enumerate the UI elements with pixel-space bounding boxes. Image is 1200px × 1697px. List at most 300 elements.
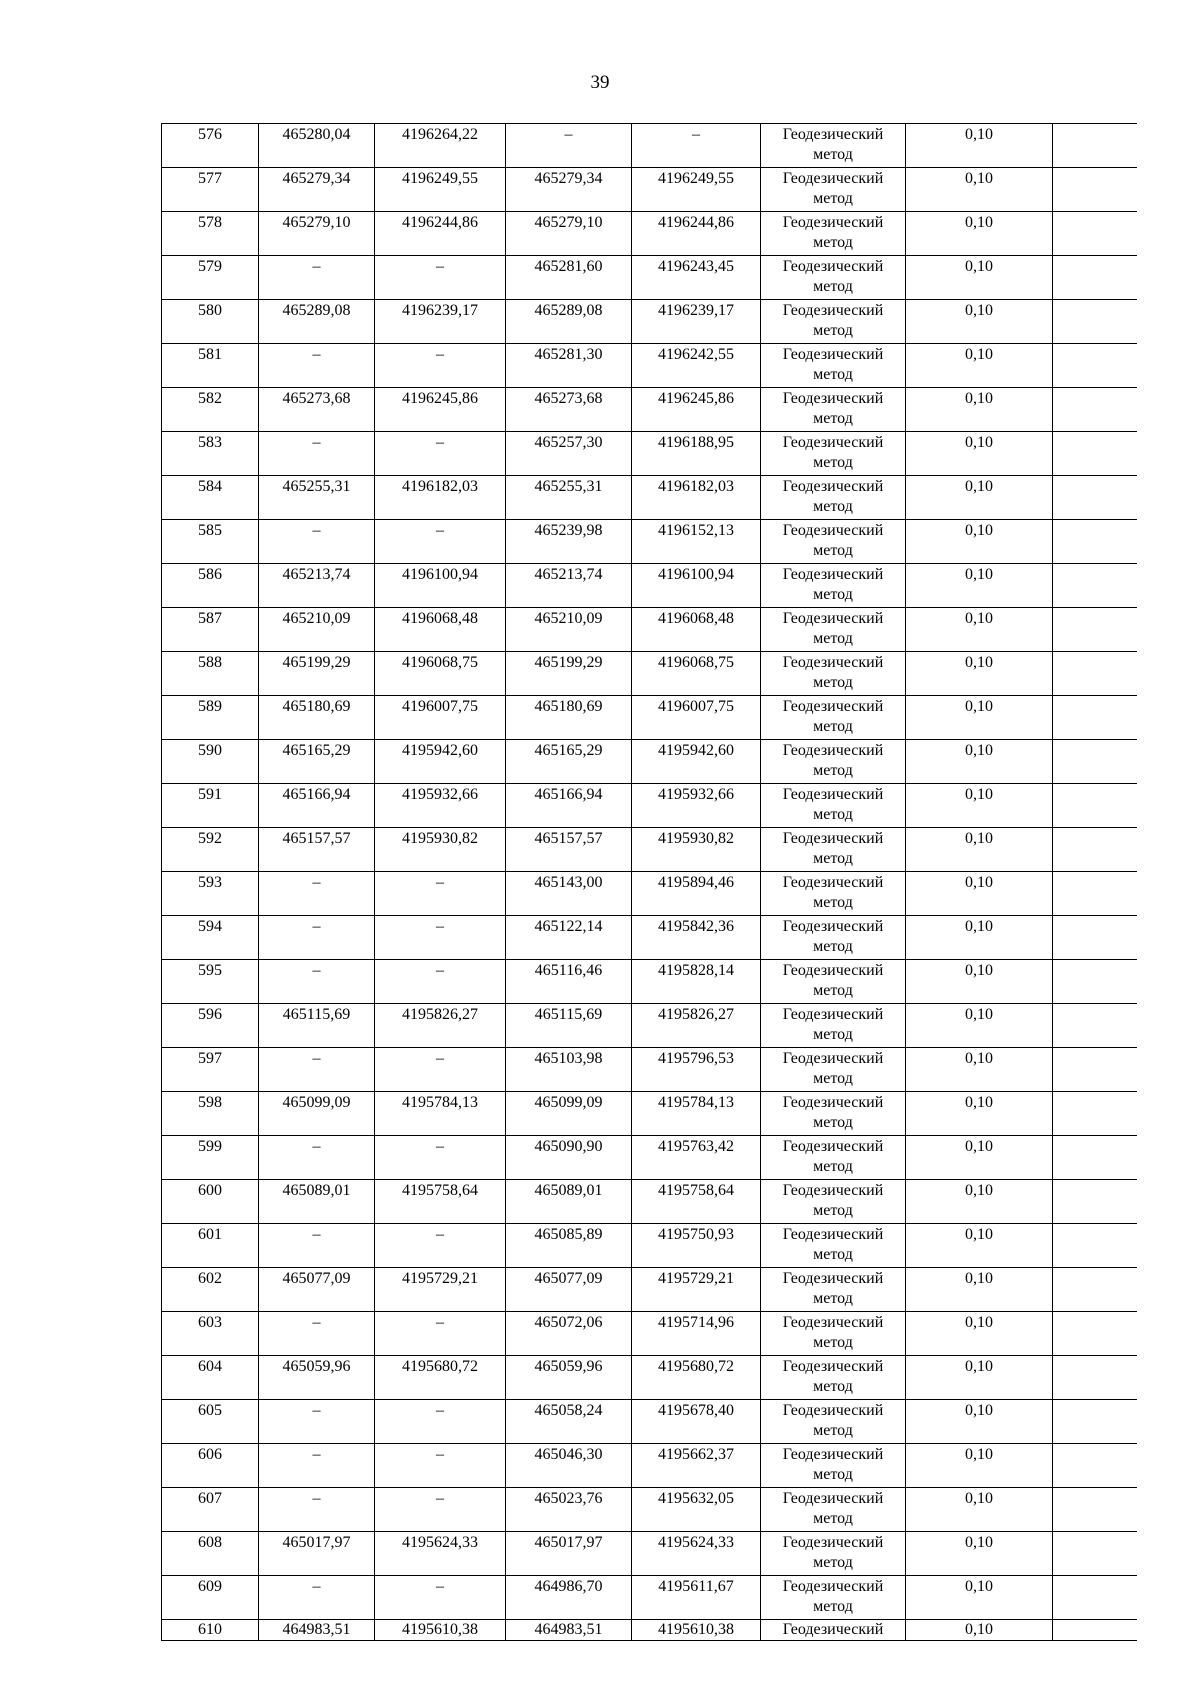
point-number-cell: 603 — [162, 1312, 259, 1356]
new-y-cell: 4195729,21 — [632, 1268, 761, 1312]
new-x-cell: 465210,09 — [506, 608, 632, 652]
method-cell: Геодезический метод — [761, 652, 906, 696]
extra-cell — [1053, 608, 1137, 652]
new-x-cell: 465085,89 — [506, 1224, 632, 1268]
extra-cell — [1053, 740, 1137, 784]
new-y-cell: 4195826,27 — [632, 1004, 761, 1048]
point-number-cell: 589 — [162, 696, 259, 740]
table-row — [162, 1004, 1137, 1048]
existing-x-cell: – — [259, 916, 375, 960]
table-row — [162, 1268, 1137, 1312]
existing-y-cell: – — [375, 1312, 506, 1356]
new-x-cell: 465046,30 — [506, 1444, 632, 1488]
existing-x-cell: 465280,04 — [259, 124, 375, 168]
new-y-cell: 4195932,66 — [632, 784, 761, 828]
existing-x-cell: – — [259, 1136, 375, 1180]
new-y-cell: 4196152,13 — [632, 520, 761, 564]
table-row — [162, 960, 1137, 1004]
existing-y-cell: – — [375, 1488, 506, 1532]
extra-cell — [1053, 872, 1137, 916]
point-number-cell: 588 — [162, 652, 259, 696]
accuracy-cell: 0,10 — [906, 1136, 1053, 1180]
existing-y-cell: 4196182,03 — [375, 476, 506, 520]
point-number-cell: 576 — [162, 124, 259, 168]
extra-cell — [1053, 916, 1137, 960]
point-number-cell: 592 — [162, 828, 259, 872]
table-row — [162, 1048, 1137, 1092]
new-y-cell: 4195942,60 — [632, 740, 761, 784]
accuracy-cell: 0,10 — [906, 828, 1053, 872]
accuracy-cell: 0,10 — [906, 696, 1053, 740]
point-number-cell: 577 — [162, 168, 259, 212]
method-cell: Геодезический метод — [761, 828, 906, 872]
point-number-cell: 597 — [162, 1048, 259, 1092]
method-cell: Геодезический метод — [761, 608, 906, 652]
existing-x-cell: 465099,09 — [259, 1092, 375, 1136]
accuracy-cell: 0,10 — [906, 1180, 1053, 1224]
table-row — [162, 300, 1137, 344]
new-x-cell: – — [506, 124, 632, 168]
table-row — [162, 1136, 1137, 1180]
extra-cell — [1053, 1400, 1137, 1444]
method-cell: Геодезический метод — [761, 1400, 906, 1444]
new-y-cell: 4195930,82 — [632, 828, 761, 872]
method-cell: Геодезический метод — [761, 1356, 906, 1400]
table-row — [162, 740, 1137, 784]
new-x-cell: 465165,29 — [506, 740, 632, 784]
existing-y-cell: – — [375, 1136, 506, 1180]
existing-x-cell: – — [259, 1576, 375, 1620]
new-x-cell: 465090,90 — [506, 1136, 632, 1180]
extra-cell — [1053, 1312, 1137, 1356]
new-y-cell: 4195763,42 — [632, 1136, 761, 1180]
method-cell: Геодезический метод — [761, 300, 906, 344]
existing-x-cell: – — [259, 960, 375, 1004]
new-x-cell: 465281,60 — [506, 256, 632, 300]
extra-cell — [1053, 1532, 1137, 1576]
extra-cell — [1053, 256, 1137, 300]
new-y-cell: 4196239,17 — [632, 300, 761, 344]
new-x-cell: 465289,08 — [506, 300, 632, 344]
table-row — [162, 1444, 1137, 1488]
point-number-cell: 605 — [162, 1400, 259, 1444]
method-cell: Геодезический метод — [761, 1444, 906, 1488]
accuracy-cell: 0,10 — [906, 1092, 1053, 1136]
existing-y-cell: 4196249,55 — [375, 168, 506, 212]
method-cell: Геодезический метод — [761, 432, 906, 476]
existing-y-cell: 4196068,48 — [375, 608, 506, 652]
existing-y-cell: 4195932,66 — [375, 784, 506, 828]
accuracy-cell: 0,10 — [906, 1400, 1053, 1444]
extra-cell — [1053, 388, 1137, 432]
existing-x-cell: – — [259, 344, 375, 388]
table-row — [162, 1312, 1137, 1356]
accuracy-cell: 0,10 — [906, 476, 1053, 520]
table-row — [162, 608, 1137, 652]
existing-y-cell: – — [375, 916, 506, 960]
table-row — [162, 432, 1137, 476]
existing-y-cell: – — [375, 1224, 506, 1268]
point-number-cell: 581 — [162, 344, 259, 388]
accuracy-cell: 0,10 — [906, 124, 1053, 168]
new-x-cell: 465072,06 — [506, 1312, 632, 1356]
existing-x-cell: – — [259, 872, 375, 916]
table-row — [162, 256, 1137, 300]
extra-cell — [1053, 1576, 1137, 1620]
point-number-cell: 586 — [162, 564, 259, 608]
method-cell: Геодезический метод — [761, 784, 906, 828]
new-x-cell: 465257,30 — [506, 432, 632, 476]
extra-cell — [1053, 168, 1137, 212]
point-number-cell: 600 — [162, 1180, 259, 1224]
existing-x-cell: 465115,69 — [259, 1004, 375, 1048]
table-row — [162, 652, 1137, 696]
accuracy-cell: 0,10 — [906, 1532, 1053, 1576]
new-x-cell: 465281,30 — [506, 344, 632, 388]
accuracy-cell: 0,10 — [906, 740, 1053, 784]
new-y-cell: 4196068,75 — [632, 652, 761, 696]
new-x-cell: 465122,14 — [506, 916, 632, 960]
extra-cell — [1053, 696, 1137, 740]
extra-cell — [1053, 1488, 1137, 1532]
existing-x-cell: 465279,34 — [259, 168, 375, 212]
existing-x-cell: 465255,31 — [259, 476, 375, 520]
new-y-cell: 4195842,36 — [632, 916, 761, 960]
new-y-cell: 4196245,86 — [632, 388, 761, 432]
extra-cell — [1053, 1136, 1137, 1180]
extra-cell — [1053, 1048, 1137, 1092]
table-row — [162, 872, 1137, 916]
table-body — [162, 124, 1137, 1641]
point-number-cell: 606 — [162, 1444, 259, 1488]
table-row — [162, 696, 1137, 740]
new-x-cell: 465103,98 — [506, 1048, 632, 1092]
extra-cell — [1053, 828, 1137, 872]
existing-y-cell: 4195930,82 — [375, 828, 506, 872]
method-cell: Геодезический метод — [761, 1092, 906, 1136]
method-cell: Геодезический метод — [761, 344, 906, 388]
method-cell: Геодезический метод — [761, 696, 906, 740]
accuracy-cell: 0,10 — [906, 1004, 1053, 1048]
coordinates-table-wrapper — [161, 123, 1137, 1641]
existing-y-cell: 4196264,22 — [375, 124, 506, 168]
accuracy-cell: 0,10 — [906, 564, 1053, 608]
method-cell: Геодезический метод — [761, 1576, 906, 1620]
existing-y-cell: 4195758,64 — [375, 1180, 506, 1224]
new-x-cell: 465273,68 — [506, 388, 632, 432]
new-x-cell: 464983,51 — [506, 1620, 632, 1641]
table-row — [162, 1356, 1137, 1400]
existing-y-cell: – — [375, 344, 506, 388]
point-number-cell: 602 — [162, 1268, 259, 1312]
new-x-cell: 465279,10 — [506, 212, 632, 256]
table-row — [162, 564, 1137, 608]
existing-x-cell: 465089,01 — [259, 1180, 375, 1224]
existing-y-cell: 4195826,27 — [375, 1004, 506, 1048]
existing-y-cell: – — [375, 256, 506, 300]
new-x-cell: 465099,09 — [506, 1092, 632, 1136]
existing-y-cell: – — [375, 1048, 506, 1092]
new-y-cell: 4195796,53 — [632, 1048, 761, 1092]
accuracy-cell: 0,10 — [906, 344, 1053, 388]
accuracy-cell: 0,10 — [906, 1576, 1053, 1620]
new-y-cell: 4196242,55 — [632, 344, 761, 388]
method-cell: Геодезический метод — [761, 1312, 906, 1356]
extra-cell — [1053, 520, 1137, 564]
method-cell: Геодезический метод — [761, 1488, 906, 1532]
new-x-cell: 465023,76 — [506, 1488, 632, 1532]
existing-y-cell: 4195784,13 — [375, 1092, 506, 1136]
table-row — [162, 916, 1137, 960]
table-row — [162, 1576, 1137, 1620]
method-cell: Геодезический метод — [761, 1004, 906, 1048]
accuracy-cell: 0,10 — [906, 1312, 1053, 1356]
method-cell: Геодезический метод — [761, 960, 906, 1004]
existing-x-cell: 465199,29 — [259, 652, 375, 696]
new-y-cell: 4196068,48 — [632, 608, 761, 652]
new-x-cell: 465058,24 — [506, 1400, 632, 1444]
existing-y-cell: – — [375, 520, 506, 564]
new-y-cell: 4196244,86 — [632, 212, 761, 256]
new-x-cell: 465077,09 — [506, 1268, 632, 1312]
table-row — [162, 1620, 1137, 1641]
method-cell: Геодезический метод — [761, 124, 906, 168]
method-cell: Геодезический метод — [761, 916, 906, 960]
accuracy-cell: 0,10 — [906, 652, 1053, 696]
extra-cell — [1053, 1224, 1137, 1268]
existing-x-cell: – — [259, 1444, 375, 1488]
point-number-cell: 601 — [162, 1224, 259, 1268]
point-number-cell: 598 — [162, 1092, 259, 1136]
point-number-cell: 604 — [162, 1356, 259, 1400]
existing-x-cell: – — [259, 1312, 375, 1356]
existing-y-cell: 4196245,86 — [375, 388, 506, 432]
new-x-cell: 465157,57 — [506, 828, 632, 872]
new-x-cell: 465180,69 — [506, 696, 632, 740]
new-y-cell: 4195678,40 — [632, 1400, 761, 1444]
existing-x-cell: 464983,51 — [259, 1620, 375, 1641]
existing-y-cell: 4196239,17 — [375, 300, 506, 344]
accuracy-cell: 0,10 — [906, 168, 1053, 212]
new-x-cell: 465017,97 — [506, 1532, 632, 1576]
point-number-cell: 607 — [162, 1488, 259, 1532]
existing-x-cell: 465273,68 — [259, 388, 375, 432]
existing-x-cell: – — [259, 1400, 375, 1444]
existing-y-cell: 4196007,75 — [375, 696, 506, 740]
extra-cell — [1053, 1620, 1137, 1641]
existing-y-cell: – — [375, 1444, 506, 1488]
extra-cell — [1053, 1004, 1137, 1048]
method-cell: Геодезический метод — [761, 168, 906, 212]
existing-x-cell: – — [259, 432, 375, 476]
accuracy-cell: 0,10 — [906, 784, 1053, 828]
new-y-cell: 4195784,13 — [632, 1092, 761, 1136]
accuracy-cell: 0,10 — [906, 1444, 1053, 1488]
new-y-cell: – — [632, 124, 761, 168]
method-cell: Геодезический метод — [761, 476, 906, 520]
point-number-cell: 580 — [162, 300, 259, 344]
new-y-cell: 4196188,95 — [632, 432, 761, 476]
method-cell: Геодезический — [761, 1620, 906, 1641]
existing-x-cell: – — [259, 1224, 375, 1268]
point-number-cell: 596 — [162, 1004, 259, 1048]
extra-cell — [1053, 1092, 1137, 1136]
accuracy-cell: 0,10 — [906, 608, 1053, 652]
table-row — [162, 1532, 1137, 1576]
existing-y-cell: – — [375, 1576, 506, 1620]
accuracy-cell: 0,10 — [906, 300, 1053, 344]
method-cell: Геодезический метод — [761, 256, 906, 300]
method-cell: Геодезический метод — [761, 520, 906, 564]
method-cell: Геодезический метод — [761, 564, 906, 608]
method-cell: Геодезический метод — [761, 740, 906, 784]
method-cell: Геодезический метод — [761, 1136, 906, 1180]
method-cell: Геодезический метод — [761, 1268, 906, 1312]
existing-x-cell: 465279,10 — [259, 212, 375, 256]
point-number-cell: 609 — [162, 1576, 259, 1620]
new-y-cell: 4196243,45 — [632, 256, 761, 300]
existing-y-cell: 4196100,94 — [375, 564, 506, 608]
extra-cell — [1053, 300, 1137, 344]
coordinates-table — [161, 123, 1137, 1641]
new-y-cell: 4195828,14 — [632, 960, 761, 1004]
new-y-cell: 4195714,96 — [632, 1312, 761, 1356]
method-cell: Геодезический метод — [761, 212, 906, 256]
existing-y-cell: – — [375, 432, 506, 476]
point-number-cell: 594 — [162, 916, 259, 960]
extra-cell — [1053, 564, 1137, 608]
accuracy-cell: 0,10 — [906, 1620, 1053, 1641]
extra-cell — [1053, 1268, 1137, 1312]
new-y-cell: 4195662,37 — [632, 1444, 761, 1488]
accuracy-cell: 0,10 — [906, 1356, 1053, 1400]
existing-y-cell: 4196244,86 — [375, 212, 506, 256]
point-number-cell: 608 — [162, 1532, 259, 1576]
extra-cell — [1053, 1356, 1137, 1400]
new-y-cell: 4196100,94 — [632, 564, 761, 608]
existing-y-cell: – — [375, 1400, 506, 1444]
existing-x-cell: 465289,08 — [259, 300, 375, 344]
accuracy-cell: 0,10 — [906, 432, 1053, 476]
extra-cell — [1053, 476, 1137, 520]
accuracy-cell: 0,10 — [906, 1224, 1053, 1268]
new-y-cell: 4195624,33 — [632, 1532, 761, 1576]
existing-x-cell: – — [259, 1048, 375, 1092]
extra-cell — [1053, 212, 1137, 256]
existing-x-cell: 465213,74 — [259, 564, 375, 608]
accuracy-cell: 0,10 — [906, 960, 1053, 1004]
accuracy-cell: 0,10 — [906, 388, 1053, 432]
extra-cell — [1053, 1444, 1137, 1488]
new-x-cell: 465115,69 — [506, 1004, 632, 1048]
accuracy-cell: 0,10 — [906, 520, 1053, 564]
method-cell: Геодезический метод — [761, 388, 906, 432]
table-row — [162, 1224, 1137, 1268]
point-number-cell: 583 — [162, 432, 259, 476]
point-number-cell: 584 — [162, 476, 259, 520]
accuracy-cell: 0,10 — [906, 1268, 1053, 1312]
extra-cell — [1053, 432, 1137, 476]
method-cell: Геодезический метод — [761, 1048, 906, 1092]
existing-x-cell: 465059,96 — [259, 1356, 375, 1400]
accuracy-cell: 0,10 — [906, 872, 1053, 916]
table-row — [162, 388, 1137, 432]
method-cell: Геодезический метод — [761, 872, 906, 916]
accuracy-cell: 0,10 — [906, 1488, 1053, 1532]
existing-x-cell: 465077,09 — [259, 1268, 375, 1312]
accuracy-cell: 0,10 — [906, 256, 1053, 300]
table-row — [162, 168, 1137, 212]
new-y-cell: 4196249,55 — [632, 168, 761, 212]
new-x-cell: 465059,96 — [506, 1356, 632, 1400]
existing-x-cell: – — [259, 1488, 375, 1532]
new-y-cell: 4196007,75 — [632, 696, 761, 740]
table-row — [162, 520, 1137, 564]
new-y-cell: 4195758,64 — [632, 1180, 761, 1224]
new-y-cell: 4195632,05 — [632, 1488, 761, 1532]
new-x-cell: 465239,98 — [506, 520, 632, 564]
existing-x-cell: 465157,57 — [259, 828, 375, 872]
new-x-cell: 465213,74 — [506, 564, 632, 608]
extra-cell — [1053, 652, 1137, 696]
new-y-cell: 4195894,46 — [632, 872, 761, 916]
new-x-cell: 465166,94 — [506, 784, 632, 828]
new-x-cell: 465143,00 — [506, 872, 632, 916]
method-cell: Геодезический метод — [761, 1224, 906, 1268]
extra-cell — [1053, 344, 1137, 388]
point-number-cell: 591 — [162, 784, 259, 828]
table-row — [162, 784, 1137, 828]
accuracy-cell: 0,10 — [906, 916, 1053, 960]
extra-cell — [1053, 1180, 1137, 1224]
page-number: 39 — [590, 72, 610, 93]
new-x-cell: 465279,34 — [506, 168, 632, 212]
point-number-cell: 585 — [162, 520, 259, 564]
existing-y-cell: 4196068,75 — [375, 652, 506, 696]
point-number-cell: 593 — [162, 872, 259, 916]
new-x-cell: 465199,29 — [506, 652, 632, 696]
existing-y-cell: 4195610,38 — [375, 1620, 506, 1641]
existing-y-cell: 4195729,21 — [375, 1268, 506, 1312]
existing-y-cell: – — [375, 872, 506, 916]
table-row — [162, 1092, 1137, 1136]
point-number-cell: 587 — [162, 608, 259, 652]
new-y-cell: 4195610,38 — [632, 1620, 761, 1641]
point-number-cell: 595 — [162, 960, 259, 1004]
method-cell: Геодезический метод — [761, 1532, 906, 1576]
new-y-cell: 4195750,93 — [632, 1224, 761, 1268]
existing-y-cell: 4195680,72 — [375, 1356, 506, 1400]
point-number-cell: 610 — [162, 1620, 259, 1641]
accuracy-cell: 0,10 — [906, 1048, 1053, 1092]
existing-x-cell: – — [259, 256, 375, 300]
point-number-cell: 579 — [162, 256, 259, 300]
method-cell: Геодезический метод — [761, 1180, 906, 1224]
table-row — [162, 124, 1137, 168]
table-row — [162, 828, 1137, 872]
existing-y-cell: 4195624,33 — [375, 1532, 506, 1576]
point-number-cell: 578 — [162, 212, 259, 256]
extra-cell — [1053, 784, 1137, 828]
existing-x-cell: – — [259, 520, 375, 564]
existing-y-cell: – — [375, 960, 506, 1004]
new-x-cell: 465255,31 — [506, 476, 632, 520]
new-x-cell: 465116,46 — [506, 960, 632, 1004]
existing-x-cell: 465017,97 — [259, 1532, 375, 1576]
point-number-cell: 590 — [162, 740, 259, 784]
existing-x-cell: 465180,69 — [259, 696, 375, 740]
table-row — [162, 1180, 1137, 1224]
